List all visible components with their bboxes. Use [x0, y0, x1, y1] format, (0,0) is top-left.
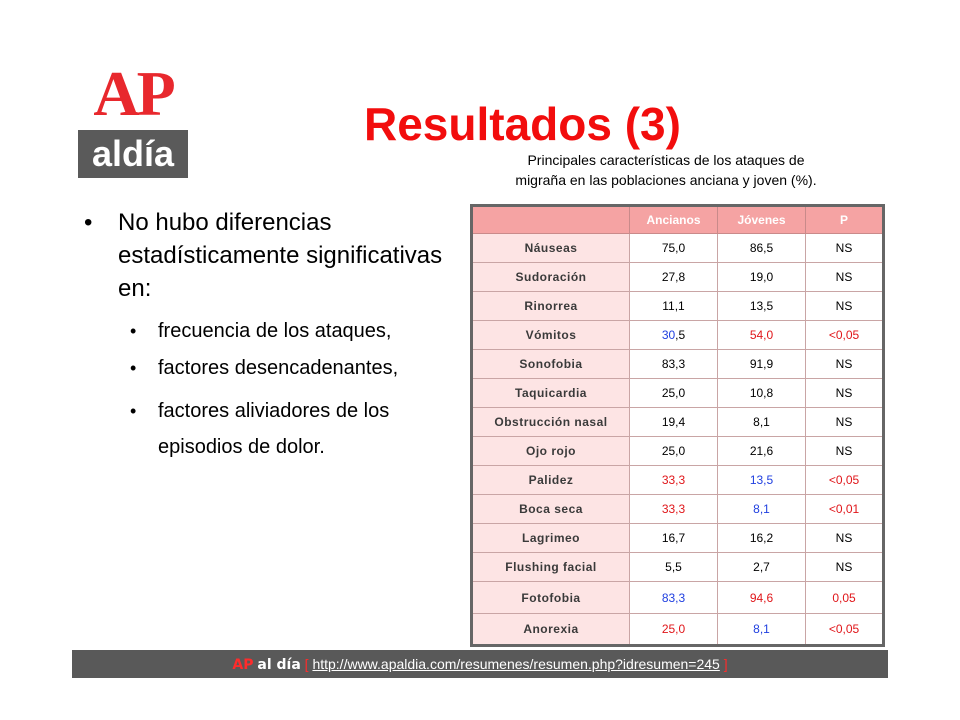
cell-ancianos: 5,5 [630, 553, 718, 582]
logo-ap-text: AP [93, 58, 173, 129]
table-row [472, 263, 884, 292]
cell-p: NS [806, 263, 884, 292]
bullet-list [84, 206, 444, 477]
cell-p: <0,05 [806, 321, 884, 350]
cell-jovenes: 8,1 [718, 408, 806, 437]
cell-jovenes: 54,0 [718, 321, 806, 350]
cell-ancianos: 11,1 [630, 292, 718, 321]
apaldia-logo [78, 58, 188, 178]
cell-jovenes: 8,1 [718, 495, 806, 524]
cell-p: NS [806, 379, 884, 408]
row-label: Náuseas [472, 234, 630, 263]
cell-p: NS [806, 408, 884, 437]
footer-url-link[interactable]: http://www.apaldia.com/resumenes/resumen.php?idresumen=245 [312, 656, 720, 672]
header-empty [472, 206, 630, 234]
header-p: P [806, 206, 884, 234]
caption-line-1: Principales características de los ataques de [527, 152, 805, 168]
row-label: Rinorrea [472, 292, 630, 321]
cell-ancianos: 33,3 [630, 466, 718, 495]
table-header-row [472, 206, 884, 234]
cell-jovenes: 91,9 [718, 350, 806, 379]
row-label: Ojo rojo [472, 437, 630, 466]
cell-jovenes: 13,5 [718, 466, 806, 495]
table-row [472, 408, 884, 437]
cell-jovenes: 19,0 [718, 263, 806, 292]
row-label: Fotofobia [472, 582, 630, 614]
cell-ancianos: 27,8 [630, 263, 718, 292]
cell-ancianos-part-a: 30 [661, 328, 676, 342]
caption-line-2: migraña en las poblaciones anciana y joven (%). [515, 172, 817, 188]
cell-ancianos: 25,0 [630, 614, 718, 646]
table-row [472, 614, 884, 646]
cell-ancianos: 83,3 [630, 350, 718, 379]
footer-bar [72, 650, 888, 678]
cell-jovenes: 8,1 [718, 614, 806, 646]
row-label: Vómitos [472, 321, 630, 350]
header-jovenes: Jóvenes [718, 206, 806, 234]
cell-ancianos: 16,7 [630, 524, 718, 553]
row-label: Obstrucción nasal [472, 408, 630, 437]
sub-bullet-list [84, 319, 444, 465]
sub-bullet: • factores desencadenantes, [130, 356, 444, 381]
table-row [472, 234, 884, 263]
row-label: Taquicardia [472, 379, 630, 408]
footer-close-bracket: ] [723, 656, 728, 672]
cell-jovenes: 21,6 [718, 437, 806, 466]
migraine-characteristics-table [470, 204, 885, 647]
table-row [472, 553, 884, 582]
header-ancianos: Ancianos [630, 206, 718, 234]
table-row [472, 495, 884, 524]
cell-ancianos: 75,0 [630, 234, 718, 263]
page-title: Resultados (3) [364, 98, 681, 150]
table-row [472, 466, 884, 495]
table-row [472, 437, 884, 466]
cell-p: <0,05 [806, 614, 884, 646]
cell-p: NS [806, 437, 884, 466]
table-row [472, 379, 884, 408]
table-row [472, 321, 884, 350]
table-row [472, 350, 884, 379]
cell-jovenes: 86,5 [718, 234, 806, 263]
row-label: Palidez [472, 466, 630, 495]
main-bullet: • No hubo diferencias estadísticamente significativas en: [84, 206, 444, 305]
cell-p: 0,05 [806, 582, 884, 614]
cell-jovenes: 13,5 [718, 292, 806, 321]
row-label: Boca seca [472, 495, 630, 524]
cell-ancianos: 25,0 [630, 379, 718, 408]
footer-aldia: al día [257, 657, 301, 673]
row-label: Flushing facial [472, 553, 630, 582]
cell-p: <0,01 [806, 495, 884, 524]
cell-ancianos [630, 321, 718, 350]
table-caption [456, 150, 876, 190]
footer-ap: AP [232, 657, 254, 673]
table-row [472, 292, 884, 321]
logo-aldia-text: aldía [78, 130, 188, 178]
cell-p: NS [806, 553, 884, 582]
cell-p: <0,05 [806, 466, 884, 495]
cell-jovenes: 2,7 [718, 553, 806, 582]
row-label: Sudoración [472, 263, 630, 292]
cell-jovenes: 10,8 [718, 379, 806, 408]
cell-p: NS [806, 350, 884, 379]
table-row [472, 524, 884, 553]
table-row [472, 582, 884, 614]
cell-jovenes: 94,6 [718, 582, 806, 614]
cell-p: NS [806, 292, 884, 321]
cell-ancianos: 25,0 [630, 437, 718, 466]
cell-ancianos-part-b: ,5 [675, 328, 686, 342]
row-label: Sonofobia [472, 350, 630, 379]
sub-bullet: • frecuencia de los ataques, [130, 319, 444, 344]
cell-p: NS [806, 234, 884, 263]
row-label: Lagrimeo [472, 524, 630, 553]
sub-bullet: • factores aliviadores de los episodios de dolor. [130, 393, 444, 465]
cell-jovenes: 16,2 [718, 524, 806, 553]
cell-p: NS [806, 524, 884, 553]
footer-open-bracket: [ [304, 656, 309, 672]
cell-ancianos: 19,4 [630, 408, 718, 437]
cell-ancianos: 83,3 [630, 582, 718, 614]
cell-ancianos: 33,3 [630, 495, 718, 524]
row-label: Anorexia [472, 614, 630, 646]
